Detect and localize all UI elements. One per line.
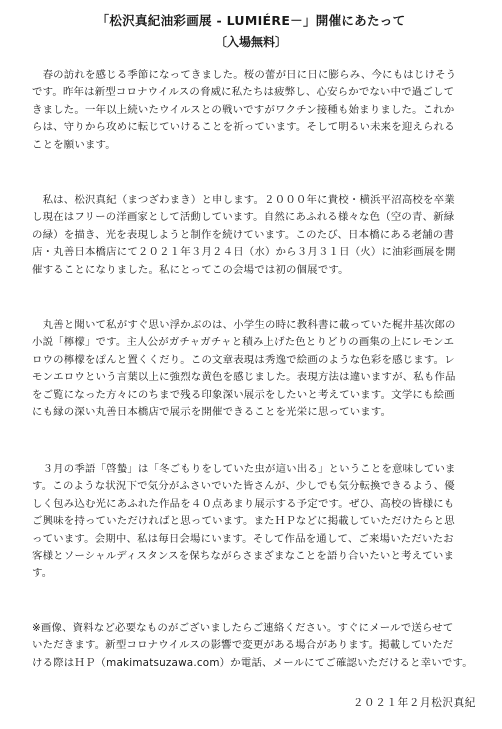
paragraph-line: ける際はＨＰ（makimatsuzawa.com）か電話、メールにてご確認いただけると幸いです。: [32, 656, 473, 669]
paragraph-line: ロウの檸檬をぽんと置くくだり。この文章表現は秀逸で絵画のような色彩を感じます。レ: [32, 353, 455, 366]
paragraph-line: っています。会期中、私は毎日会場にいます。そして作品を通して、ご来場いただいたお: [32, 532, 454, 545]
paragraph-introduction: [32, 192, 484, 279]
paragraph-line: モンエロウという言葉以上に強烈な黄色を感じました。表現方法は違いますが、私も作品: [32, 371, 456, 384]
paragraph-line: 春の訪れを感じる季節になってきました。桜の蕾が日に日に膨らみ、今にもはじけそう: [32, 69, 457, 81]
paragraph-line: いただきます。新型コロナウイルスの影響で変更がある場合があります。掲載していただ: [32, 639, 454, 652]
admission-note: 〔入場無料〕: [214, 35, 287, 49]
paragraph-note: [32, 620, 484, 672]
signature-date: ２０２１年２月松沢真紀: [352, 697, 476, 709]
paragraph-maruzen: [32, 317, 484, 421]
paragraph-line: す。このような状況下で気分がふさいでいた皆さんが、少しでも気分転換できるよう、優: [32, 480, 455, 493]
paragraph-line: 客様とソーシャルディスタンスを保ちながらさまざまなことを語り合いたいと考えていま: [32, 549, 455, 562]
paragraph-line: ご興味を持っていただければと思っています。またＨＰなどに掲載していただけたらと思: [32, 515, 455, 528]
paragraph-line: ※画像、資料など必要なものがございましたらご連絡ください。すぐにメールで送らせて: [32, 622, 454, 634]
paragraph-line: きました。一年以上続いたウイルスとの戦いですがワクチン接種も始まりました。これか: [32, 103, 455, 116]
paragraph-line: 催することになりました。私にとってこの会場では初の個展です。: [32, 263, 349, 276]
paragraph-line: ことを願います。: [32, 138, 116, 151]
paragraph-greeting: [32, 67, 484, 154]
paragraph-exhibition: [32, 461, 484, 583]
paragraph-line: 私は、松沢真紀（まつざわまき）と申します。２０００年に貴校・横浜平沼高校を卒業: [32, 194, 455, 206]
paragraph-line: をご覧になった方々にのちまで残る印象深い展示をしたいと考えています。文学にも絵画: [32, 388, 455, 401]
paragraph-line: 店・丸善日本橋店にて２０２１年３月２４日（水）から３月３１日（火）に油彩画展を開: [32, 246, 456, 259]
paragraph-line: です。昨年は新型コロナウイルスの脅威に私たちは疲弊し、心安らかでない中で過ごして: [32, 86, 455, 99]
paragraph-line: 丸善と聞いて私がすぐ思い浮かぶのは、小学生の時に教科書に載っていた梶井基次郎の: [32, 319, 456, 331]
paragraph-line: しく包み込む光にあふれた作品を４０点あまり展示する予定です。ぜひ、高校の皆様にも: [32, 497, 455, 510]
paragraph-line: 小説「檸檬」です。主人公がガチャガチャと積み上げた色とりどりの画集の上にレモンエ: [32, 336, 455, 349]
paragraph-line: らは、守りから攻めに転じていけることを祈っています。そして明るい未来を迎えられる: [32, 121, 455, 134]
paragraph-line: の緑）を描き、光を表現しようと制作を続けています。このたび、日本橋にある老舗の書: [32, 228, 454, 241]
paragraph-line: にも縁の深い丸善日本橋店で展示を開催できることを光栄に思っています。: [32, 405, 392, 418]
document-title: 「松沢真紀油彩画展 - LUMIÉRE－」開催にあたって: [96, 13, 406, 28]
paragraph-line: し現在はフリーの洋画家として活動しています。自然にあふれる様々な色（空の青、新緑: [32, 211, 455, 224]
paragraph-line: ３月の季語「啓蟄」は「冬ごもりをしていた虫が這い出る」ということを意味していま: [32, 463, 456, 475]
paragraph-line: す。: [32, 567, 53, 580]
